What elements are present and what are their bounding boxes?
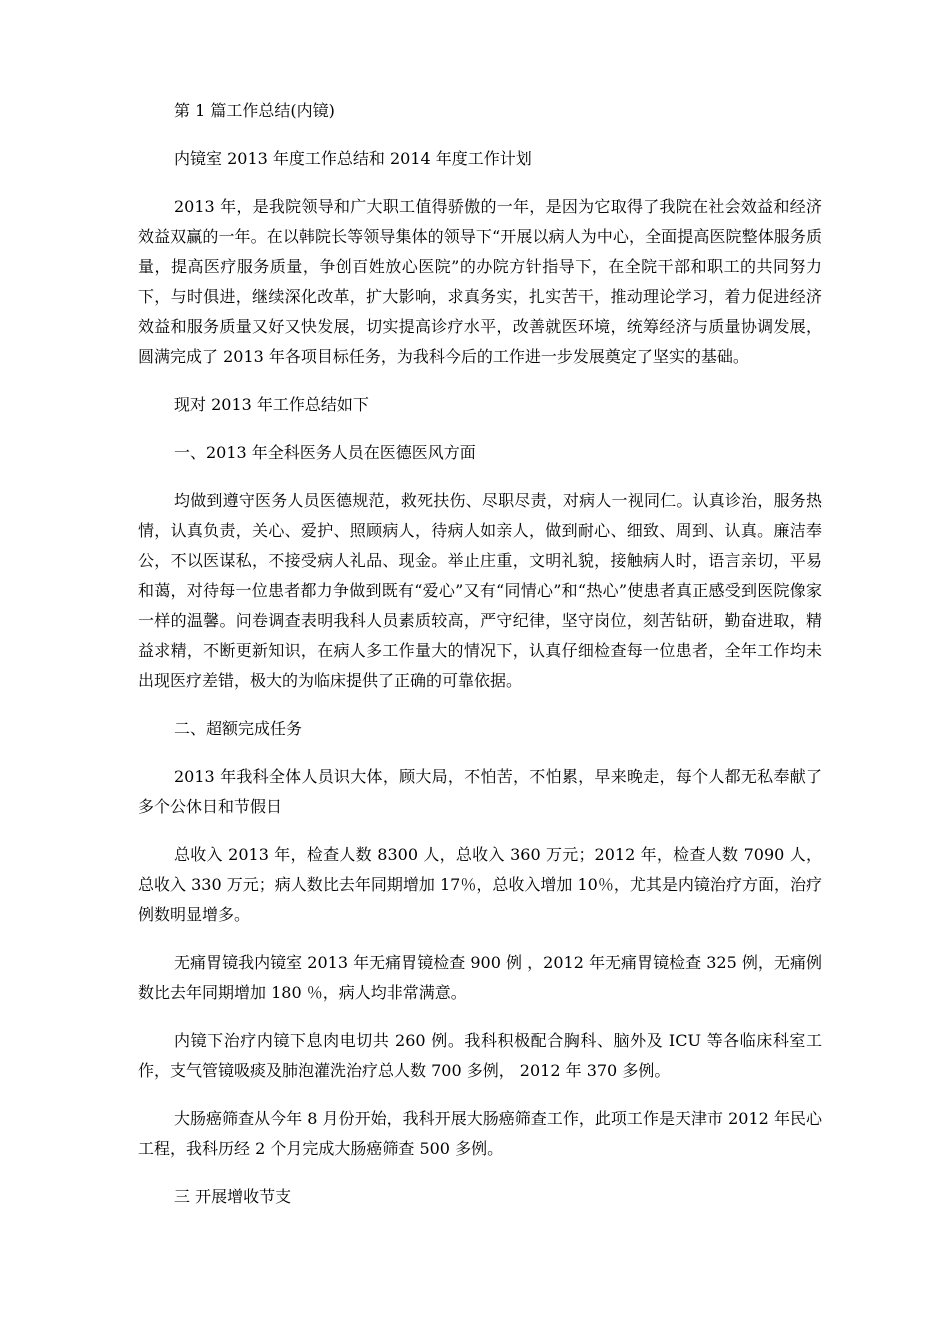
document-heading: 第 1 篇工作总结(内镜)	[174, 101, 335, 120]
section-2-body: 2013 年我科全体人员识大体，顾大局，不怕苦，不怕累，早来晚走，每个人都无私奉献了多个公休日和节假日	[138, 767, 822, 816]
painless-gastroscopy-paragraph: 无痛胃镜我内镜室 2013 年无痛胃镜检查 900 例 ，2012 年无痛胃镜检查 325 例，无痛例数比去年同期增加 180 ％，病人均非常满意。	[138, 953, 822, 1002]
section-1-body: 均做到遵守医务人员医德规范，救死扶伤、尽职尽责，对病人一视同仁。认真诊治，服务热情，认真负责，关心、爱护、照顾病人，待病人如亲人，做到耐心、细致、周到、认真。廉洁奉公，不以医谋私，不接受病人礼品、现金。举止庄重，文明礼貌，接触病人时，语言亲切，平易和蔼，对待每一位患者都力争做到既有“爱心”又有“同情心”和“热心”使患者真正感受到医院像家一样的温馨。问卷调查表明我科人员素质较高，严守纪律，坚守岗位，刻苦钻研，勤奋进取，精益求精，不断更新知识，在病人多工作量大的情况下，认真仔细检查每一位患者，全年工作均未出现医疗差错，极大的为临床提供了正确的可靠依据。	[138, 491, 822, 690]
colon-cancer-screening-paragraph: 大肠癌筛查从今年 8 月份开始，我科开展大肠癌筛查工作，此项工作是天津市 2012 年民心工程，我科历经 2 个月完成大肠癌筛查 500 多例。	[138, 1109, 822, 1158]
endoscopic-treatment-paragraph: 内镜下治疗内镜下息肉电切共 260 例。我科积极配合胸科、脑外及 ICU 等各临床科室工作，支气管镜吸痰及肺泡灌洗治疗总人数 700 多例， 2012 年 370 多例。	[138, 1031, 822, 1080]
intro-paragraph: 2013 年，是我院领导和广大职工值得骄傲的一年，是因为它取得了我院在社会效益和经济效益双赢的一年。在以韩院长等领导集体的领导下“开展以病人为中心，全面提高医院整体服务质量，提高医疗服务质量，争创百姓放心医院”的办院方针指导下，在全院干部和职工的共同努力下，与时俱进，继续深化改革，扩大影响，求真务实，扎实苦干，推动理论学习，着力促进经济效益和服务质量又好又快发展，切实提高诊疗水平，改善就医环境，统筹经济与质量协调发展，圆满完成了 2013 年各项目标任务，为我科今后的工作进一步发展奠定了坚实的基础。	[138, 197, 822, 366]
document-body	[138, 96, 822, 1230]
revenue-paragraph: 总收入 2013 年，检查人数 8300 人，总收入 360 万元；2012 年，检查人数 7090 人，总收入 330 万元；病人数比去年同期增加 17％，总收入增加 10％，尤其是内镜治疗方面，治疗例数明显增多。	[138, 845, 822, 924]
section-2-title: 二、超额完成任务	[174, 719, 303, 738]
summary-intro: 现对 2013 年工作总结如下	[174, 395, 369, 414]
document-subheading: 内镜室 2013 年度工作总结和 2014 年度工作计划	[174, 149, 532, 168]
section-1-title: 一、2013 年全科医务人员在医德医风方面	[174, 443, 476, 462]
section-3-title: 三 开展增收节支	[174, 1187, 292, 1206]
